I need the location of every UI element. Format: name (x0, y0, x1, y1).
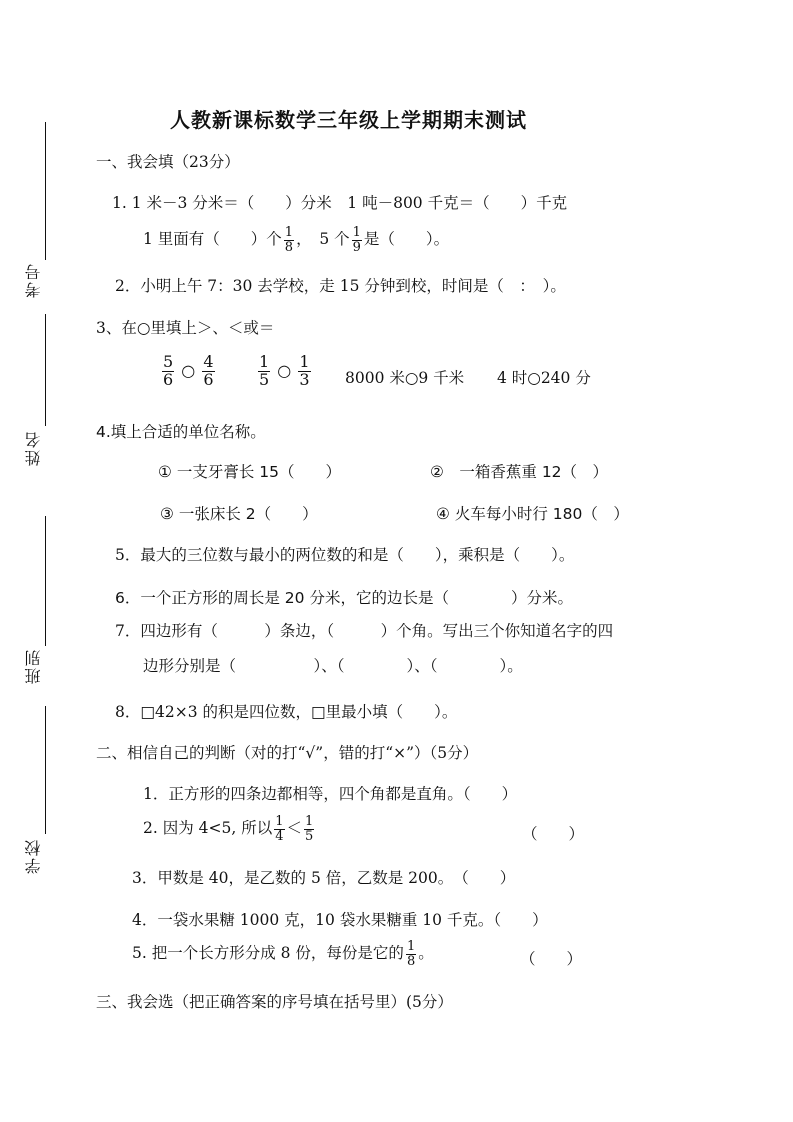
judge-5-prefix: 5. 把一个长方形分成 8 份，每份是它的 (132, 944, 404, 963)
section3-heading: 三、我会选（把正确答案的序号填在括号里）(5分） (96, 993, 453, 1011)
q5: 5．最大的三位数与最小的两位数的和是（ ），乘积是（ ）。 (115, 546, 575, 564)
judge-2-paren: （ ） (522, 825, 585, 843)
q1-line2-a: 1 里面有（ ）个 (143, 230, 282, 249)
compare-circle-2: ○ (277, 360, 292, 380)
judge-5-suffix: 。 (418, 944, 434, 963)
fraction-1-4: $\frac{1}{4}$ (275, 814, 284, 844)
name-label: 姓名 (24, 430, 43, 466)
section2-heading: 二、相信自己的判断（对的打“√”，错的打“×”）（5分） (96, 744, 479, 762)
fraction-1-8: $\frac{1}{8}$ (284, 225, 294, 255)
judge-5 (132, 940, 434, 968)
q4-item-2: ② 一箱香蕉重 12（ ） (430, 463, 609, 481)
q1-line2-c: 是（ ）。 (363, 230, 450, 249)
judge-4: 4．一袋水果糖 1000 克，10 袋水果糖重 10 千克。（ ） (132, 911, 548, 929)
margin-line-1 (45, 122, 46, 260)
fraction-4-6: $\frac{4}{6}$ (203, 352, 214, 389)
less-than-sign: ＜ (286, 819, 303, 838)
judge-5-paren: （ ） (520, 950, 583, 968)
exam-no-label: 考号 (24, 262, 43, 298)
fraction-1-3: $\frac{1}{3}$ (299, 352, 310, 389)
q3-compare-4: 4 时○240 分 (497, 369, 591, 387)
judge-1: 1．正方形的四条边都相等，四个角都是直角。（ ） (143, 785, 518, 803)
q1-line2 (143, 226, 449, 254)
margin-line-4 (45, 706, 46, 834)
q7-line1: 7．四边形有（ ）条边，（ ）个角。写出三个你知道名字的四 (115, 622, 614, 640)
q1-line2-b: ， 5 个 (296, 230, 350, 249)
fraction-1-8b: $\frac{1}{8}$ (406, 939, 416, 969)
fraction-1-9: $\frac{1}{9}$ (352, 225, 361, 255)
judge-2 (143, 815, 316, 843)
q3-compare-1 (160, 354, 217, 389)
q3-text: 3、在○里填上＞、＜或＝ (96, 319, 275, 337)
page-title: 人教新课标数学三年级上学期期末测试 (170, 108, 527, 132)
section1-heading: 一、我会填（23分） (96, 153, 240, 171)
class-label: 班别 (24, 648, 43, 684)
q4-item-3: ③ 一张床长 2（ ） (160, 505, 318, 523)
margin-line-2 (45, 314, 46, 426)
compare-circle-1: ○ (181, 360, 196, 380)
q3-compare-3: 8000 米○9 千米 (345, 369, 465, 387)
margin-line-3 (45, 516, 46, 646)
q8: 8．□42×3 的积是四位数，□里最小填（ ）。 (115, 703, 458, 721)
school-label: 学校 (24, 838, 43, 874)
fraction-5-6: $\frac{5}{6}$ (163, 352, 174, 389)
q7-line2: 边形分别是（ ）、（ ）、（ ）。 (143, 657, 523, 675)
q1-line1: 1. 1 米－3 分米＝（ ）分米 1 吨－800 千克＝（ ）千克 (112, 194, 568, 212)
q3-compare-2 (256, 354, 313, 389)
q2: 2．小明上午 7：30 去学校，走 15 分钟到校，时间是（ ： ）。 (115, 277, 566, 295)
judge-2-prefix: 2. 因为 4<5, 所以 (143, 819, 273, 838)
q6: 6．一个正方形的周长是 20 分米，它的边长是（ ）分米。 (115, 589, 573, 607)
q4-item-1: ① 一支牙膏长 15（ ） (158, 463, 341, 481)
fraction-1-5b: $\frac{1}{5}$ (305, 814, 314, 844)
q4-text: 4.填上合适的单位名称。 (96, 423, 266, 441)
judge-3: 3．甲数是 40，是乙数的 5 倍，乙数是 200。 （ ） (132, 869, 516, 887)
fraction-1-5: $\frac{1}{5}$ (259, 352, 270, 389)
q4-item-4: ④ 火车每小时行 180（ ） (436, 505, 629, 523)
